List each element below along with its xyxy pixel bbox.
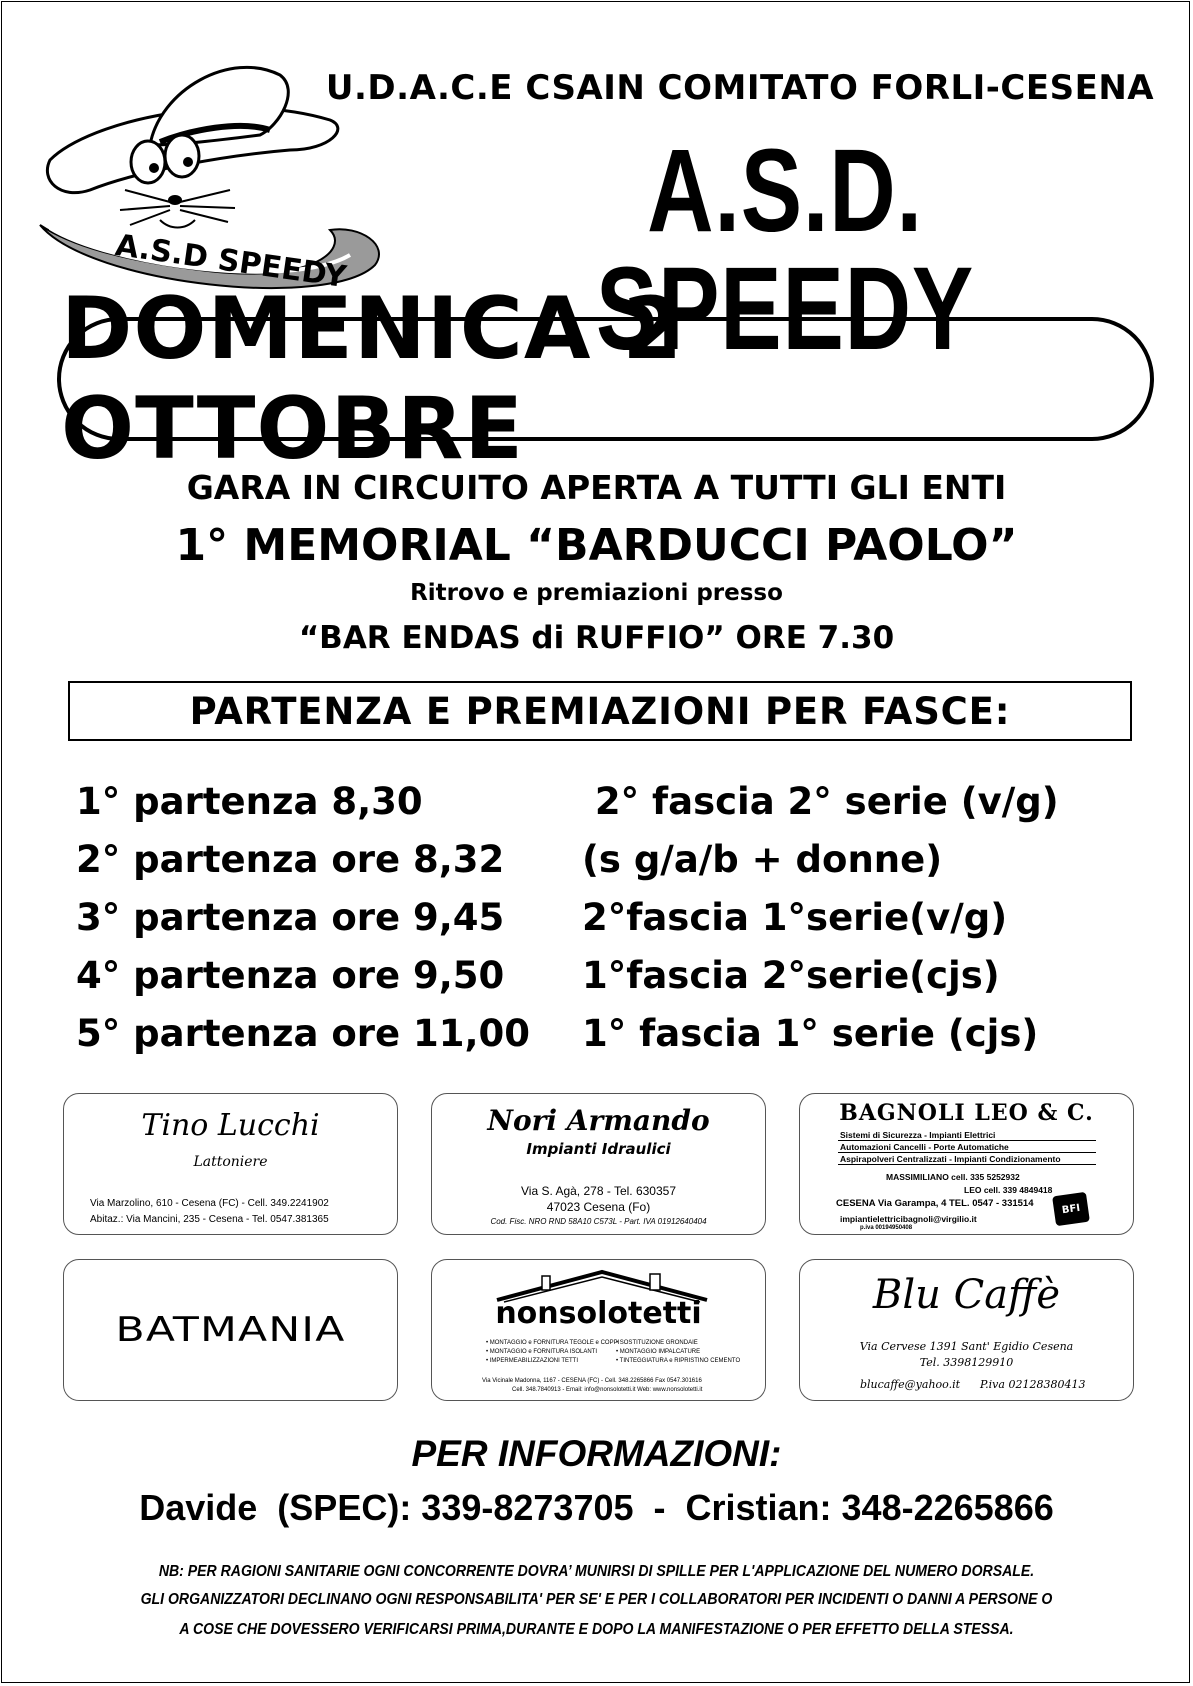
sponsor-address: 47023 Cesena (Fo) (546, 1200, 651, 1214)
sponsor-vat: P.iva 02128380413 (980, 1378, 1086, 1391)
schedule-row (76, 780, 1186, 838)
sponsor-subtitle: Lattoniere (193, 1154, 268, 1170)
sponsor-bagnoli (799, 1093, 1134, 1235)
sponsor-service: • MONTAGGIO IMPALCATURE (616, 1349, 701, 1355)
schedule-row (76, 954, 1186, 1012)
schedule-category: 1°fascia 2°serie(cjs) (582, 954, 1000, 997)
sponsor-contact: MASSIMILIANO cell. 335 5252932 (886, 1172, 1020, 1182)
event-location: “BAR ENDAS di RUFFIO” ORE 7.30 (298, 620, 895, 656)
event-memorial: 1° MEMORIAL “BARDUCCI PAOLO” (175, 520, 1018, 571)
schedule-start: 3° partenza ore 9,45 (76, 896, 505, 939)
sponsor-address: Via Cervese 1391 Sant' Egidio Cesena (859, 1340, 1074, 1353)
schedule-row (76, 838, 1186, 896)
sponsor-email: impiantielettricibagnoli@virgilio.it (840, 1214, 977, 1224)
schedule-title: PARTENZA E PREMIAZIONI PER FASCE: (189, 689, 1011, 733)
sponsor-contact: LEO cell. 339 4849418 (964, 1185, 1053, 1195)
sponsor-tino-lucchi (63, 1093, 398, 1235)
sponsor-service: • MONTAGGIO e FORNITURA TEGOLE e COPPI (486, 1340, 620, 1346)
sponsor-address: Via Vicinale Madonna, 1167 - CESENA (FC) - Cell. 348.2265866 Fax 0547.301616 (482, 1378, 702, 1384)
sponsor-name: Blu Caffè (872, 1272, 1061, 1318)
event-line-1: GARA IN CIRCUITO APERTA A TUTTI GLI ENTI (186, 468, 1007, 507)
sponsor-nori-armando (431, 1093, 766, 1235)
schedule-title-box (68, 681, 1132, 741)
bfi-logo (1052, 1192, 1090, 1226)
sponsor-vat: p.iva 00194950408 (860, 1225, 913, 1231)
schedule-category: 2°fascia 1°serie(v/g) (582, 896, 1008, 939)
note-line: NB: PER RAGIONI SANITARIE OGNI CONCORRENTE DOVRA’ MUNIRSI DI SPILLE PER L'APPLICAZIONE DEL NUMERO DORSALE. (158, 1563, 1035, 1580)
organization-title: U.D.A.C.E CSAIN COMITATO FORLI-CESENA (325, 68, 1155, 108)
sponsor-service: Automazioni Cancelli - Porte Automatiche (838, 1142, 1096, 1153)
info-title: PER INFORMAZIONI: (411, 1433, 782, 1474)
schedule-start: 2° partenza ore 8,32 (76, 838, 505, 881)
sponsor-name: BATMANIA (115, 1310, 346, 1350)
sponsor-name: Nori Armando (487, 1104, 710, 1137)
sponsor-tel: Tel. 3398129910 (919, 1356, 1014, 1369)
schedule-start: 4° partenza ore 9,50 (76, 954, 505, 997)
bfi-logo-text: BFI (1061, 1202, 1081, 1216)
event-date-banner (57, 279, 1154, 479)
sponsor-batmania (63, 1259, 398, 1401)
sponsor-name: nonsolotetti (495, 1296, 702, 1331)
sponsor-contact: CESENA Via Garampa, 4 TEL. 0547 - 331514 (836, 1198, 1034, 1209)
note-line: A COSE CHE DOVESSERO VERIFICARSI PRIMA,DURANTE E DOPO LA MANIFESTAZIONE O PER EFFETTO DELLA STESSA. (179, 1621, 1014, 1638)
sponsor-address: Via Marzolino, 610 - Cesena (FC) - Cell. 349.2241902 (90, 1198, 329, 1209)
sponsor-service: • SOSTITUZIONE GRONDAIE (616, 1340, 698, 1346)
sponsor-service: • TINTEGGIATURA e RIPRISTINO CEMENTO (616, 1358, 741, 1364)
sponsor-service: • IMPERMEABILIZZAZIONI TETTI (486, 1358, 578, 1364)
sponsor-contacts: Cell. 348.7840913 - Email: info@nonsolotetti.it Web: www.nonsolotetti.it (512, 1387, 703, 1393)
schedule-start: 1° partenza 8,30 (76, 780, 423, 823)
event-line-3: Ritrovo e premiazioni presso (410, 580, 783, 606)
club-name: A.S.D. SPEEDY (595, 125, 975, 375)
sponsor-address: Via S. Agà, 278 - Tel. 630357 (520, 1184, 676, 1198)
sponsor-address: Abitaz.: Via Mancini, 235 - Cesena - Tel. 0547.381365 (90, 1214, 329, 1225)
sponsor-service: • MONTAGGIO e FORNITURA ISOLANTI (486, 1349, 597, 1355)
sponsor-fiscal: Cod. Fisc. NRO RND 58A10 C573L - Part. IVA 01912640404 (490, 1217, 707, 1226)
schedule-category: (s g/a/b + donne) (582, 838, 943, 881)
sponsor-nonsolotetti (431, 1259, 766, 1401)
sponsor-email: blucaffe@yahoo.it (860, 1378, 961, 1391)
sponsor-blu-caffe (799, 1259, 1134, 1401)
schedule-start: 5° partenza ore 11,00 (76, 1012, 531, 1055)
sponsor-service: Aspirapolveri Centralizzati - Impianti Condizionamento (838, 1154, 1096, 1165)
schedule-list (76, 780, 1186, 1070)
schedule-category: 1° fascia 1° serie (cjs) (582, 1012, 1039, 1055)
sponsor-name: Tino Lucchi (141, 1108, 320, 1143)
schedule-row (76, 896, 1186, 954)
schedule-row (76, 1012, 1186, 1070)
schedule-category: 2° fascia 2° serie (v/g) (582, 780, 1059, 823)
logo-text: A.S.D SPEEDY (113, 228, 349, 296)
note-line: GLI ORGANIZZATORI DECLINANO OGNI RESPONSABILITA' PER SE' E PER I COLLABORATORI PER INCIDENTI O DANNI A PERSONE O (140, 1591, 1053, 1608)
sponsor-service: Sistemi di Sicurezza - Impianti Elettrici (838, 1130, 1096, 1141)
event-date: DOMENICA 2 OTTOBRE (61, 279, 684, 479)
sponsor-subtitle: Impianti Idraulici (526, 1140, 671, 1158)
sponsor-name: BAGNOLI LEO & C. (839, 1100, 1094, 1126)
info-contacts: Davide (SPEC): 339-8273705 - Cristian: 348-2265866 (139, 1487, 1054, 1528)
